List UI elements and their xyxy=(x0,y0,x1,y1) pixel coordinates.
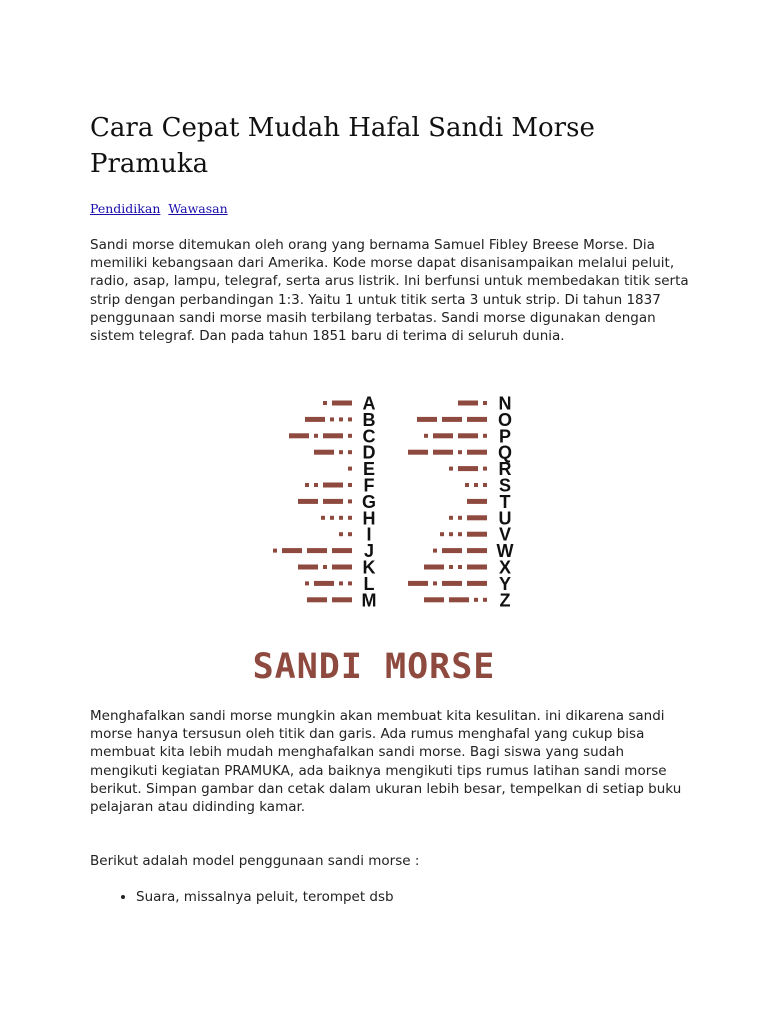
morse-dash-o xyxy=(467,417,487,422)
morse-letter-p: P xyxy=(498,426,512,447)
morse-dash-g xyxy=(323,499,343,504)
article-title: Cara Cepat Mudah Hafal Sandi Morse Pramuka xyxy=(90,113,595,179)
morse-dot-x xyxy=(449,565,453,569)
morse-dash-j xyxy=(332,548,352,553)
morse-dash-f xyxy=(323,483,343,488)
morse-letter-i: I xyxy=(366,524,372,545)
morse-dot-s xyxy=(474,483,478,487)
morse-dot-z xyxy=(483,598,487,602)
morse-letter-k: K xyxy=(362,557,376,578)
morse-letter-e: E xyxy=(362,459,376,480)
morse-dash-v xyxy=(467,532,487,537)
morse-dash-p xyxy=(433,433,453,438)
morse-letter-z: Z xyxy=(499,590,511,611)
morse-dash-g xyxy=(298,499,318,504)
morse-code-table xyxy=(273,394,514,611)
morse-dot-h xyxy=(348,516,352,520)
morse-letter-f: F xyxy=(363,475,375,496)
morse-letter-r: R xyxy=(498,459,512,480)
morse-letter-o: O xyxy=(497,409,513,430)
morse-letter-y: Y xyxy=(498,573,512,594)
morse-dash-y xyxy=(467,581,487,586)
morse-dot-p xyxy=(424,434,428,438)
morse-dot-i xyxy=(339,532,343,536)
morse-dash-a xyxy=(332,401,352,406)
tag-link-wawasan[interactable]: Wawasan xyxy=(168,201,228,216)
morse-letter-c: C xyxy=(362,426,376,447)
morse-dash-y xyxy=(408,581,428,586)
morse-dot-d xyxy=(348,450,352,454)
morse-letter-w: W xyxy=(496,541,514,562)
morse-dot-c xyxy=(348,434,352,438)
morse-dash-c xyxy=(289,433,309,438)
morse-dot-i xyxy=(348,532,352,536)
morse-dash-z xyxy=(449,597,469,602)
morse-dot-z xyxy=(474,598,478,602)
morse-dash-n xyxy=(458,401,478,406)
morse-dot-h xyxy=(330,516,334,520)
morse-letter-x: X xyxy=(498,557,512,578)
morse-dot-l xyxy=(305,581,309,585)
morse-dash-q xyxy=(467,450,487,455)
usage-list xyxy=(90,888,394,906)
morse-letter-m: M xyxy=(361,590,377,611)
morse-dash-j xyxy=(307,548,327,553)
morse-dot-f xyxy=(305,483,309,487)
morse-dash-x xyxy=(467,565,487,570)
morse-dot-l xyxy=(348,581,352,585)
morse-dot-v xyxy=(458,532,462,536)
morse-dot-x xyxy=(458,565,462,569)
morse-dot-v xyxy=(449,532,453,536)
morse-dash-d xyxy=(314,450,334,455)
morse-dot-r xyxy=(449,467,453,471)
morse-dash-w xyxy=(467,548,487,553)
morse-dash-j xyxy=(282,548,302,553)
morse-dash-u xyxy=(467,515,487,520)
morse-dot-f xyxy=(314,483,318,487)
tips-paragraph: Menghafalkan sandi morse mungkin akan membuat kita kesulitan. ini dikarena sandi morse hanya tersusun oleh titik dan garis. Ada rumus menghafal yang cukup bisa membuat kita lebih mudah menghafalkan sandi morse. Bagi siswa yang sudah mengikuti kegiatan PRAMUKA, ada baiknya mengikuti tips rumus latihan sandi morse berikut. Simpan gambar dan cetak dalam ukuran lebih besar, tempelkan di setiap buku pelajaran atau didinding kamar. xyxy=(90,708,682,816)
morse-letter-t: T xyxy=(499,491,511,512)
morse-dot-p xyxy=(483,434,487,438)
morse-dot-e xyxy=(348,467,352,471)
morse-dash-m xyxy=(332,597,352,602)
morse-letter-n: N xyxy=(498,393,512,414)
morse-dash-t xyxy=(467,499,487,504)
morse-letter-g: G xyxy=(361,491,377,512)
morse-dash-q xyxy=(433,450,453,455)
morse-dash-p xyxy=(458,433,478,438)
morse-letter-u: U xyxy=(498,508,512,529)
morse-dot-n xyxy=(483,401,487,405)
morse-dash-z xyxy=(424,597,444,602)
tag-link-pendidikan[interactable]: Pendidikan xyxy=(90,201,161,216)
morse-dot-y xyxy=(433,581,437,585)
morse-dash-l xyxy=(314,581,334,586)
morse-dot-l xyxy=(339,581,343,585)
morse-dash-k xyxy=(298,565,318,570)
intro-paragraph: Sandi morse ditemukan oleh orang yang bernama Samuel Fibley Breese Morse. Dia memiliki kebangsaan dari Amerika. Kode morse dapat disanisampaikan melalui peluit, radio, asap, lampu, telegraf, serta arus listrik. Ini berfunsi untuk membedakan titik serta strip dengan perbandingan 1:3. Yaitu 1 untuk titik serta 3 untuk strip. Di tahun 1837 penggunaan sandi morse masih terbilang terbatas. Sandi morse digunakan dengan sistem telegraf. Dan pada tahun 1851 baru di terima di seluruh dunia. xyxy=(90,237,689,345)
morse-dot-c xyxy=(314,434,318,438)
morse-dot-u xyxy=(449,516,453,520)
morse-letter-s: S xyxy=(498,475,512,496)
morse-dash-b xyxy=(305,417,325,422)
morse-letter-j: J xyxy=(363,541,375,562)
morse-dot-r xyxy=(483,467,487,471)
morse-dot-s xyxy=(465,483,469,487)
usage-intro-paragraph: Berikut adalah model penggunaan sandi morse : xyxy=(90,853,420,869)
morse-dash-k xyxy=(332,565,352,570)
morse-dot-h xyxy=(321,516,325,520)
morse-dot-w xyxy=(433,549,437,553)
list-item: • Suara, missalnya peluit, terompet dsb xyxy=(136,888,394,906)
morse-dot-d xyxy=(339,450,343,454)
morse-dash-x xyxy=(424,565,444,570)
morse-dash-c xyxy=(323,433,343,438)
morse-dash-w xyxy=(442,548,462,553)
morse-dash-y xyxy=(442,581,462,586)
morse-dash-q xyxy=(408,450,428,455)
morse-letter-d: D xyxy=(362,442,376,463)
morse-dash-o xyxy=(442,417,462,422)
morse-dot-q xyxy=(458,450,462,454)
morse-dot-u xyxy=(458,516,462,520)
morse-dot-a xyxy=(323,401,327,405)
morse-banner-text: SANDI MORSE xyxy=(252,647,496,687)
morse-dot-b xyxy=(348,417,352,421)
morse-dot-g xyxy=(348,499,352,503)
morse-dot-b xyxy=(330,417,334,421)
morse-dash-m xyxy=(307,597,327,602)
morse-letter-l: L xyxy=(363,573,375,594)
morse-dash-o xyxy=(417,417,437,422)
morse-dot-f xyxy=(348,483,352,487)
morse-dot-j xyxy=(273,549,277,553)
morse-dot-v xyxy=(440,532,444,536)
morse-dot-s xyxy=(483,483,487,487)
morse-letter-h: H xyxy=(362,508,376,529)
morse-dot-b xyxy=(339,417,343,421)
morse-letter-b: B xyxy=(362,409,376,430)
morse-dash-r xyxy=(458,466,478,471)
morse-letter-a: A xyxy=(362,393,376,414)
morse-dot-k xyxy=(323,565,327,569)
morse-letter-v: V xyxy=(498,524,512,545)
morse-letter-q: Q xyxy=(497,442,513,463)
morse-dot-h xyxy=(339,516,343,520)
